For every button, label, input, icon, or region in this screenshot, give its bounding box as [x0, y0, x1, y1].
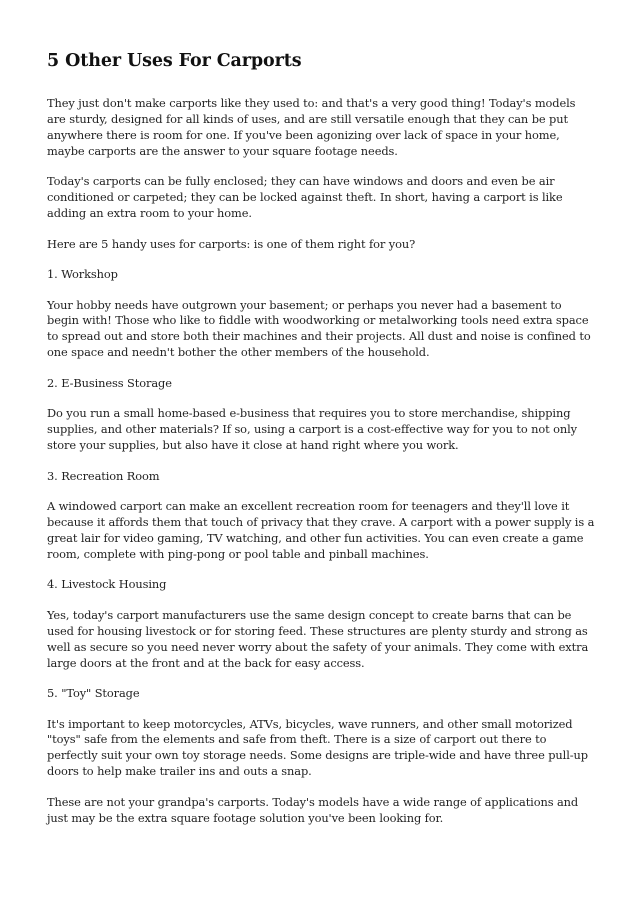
- section-heading-livestock-housing: 4. Livestock Housing: [47, 577, 167, 592]
- toy-storage-paragraph: It's important to keep motorcycles, ATVs, bicycles, wave runners, and other small motorized "toys" safe from the elements and safe from theft. There is a size of carport out there to perfectly suit your own toy storage needs. Some designs are triple-wide and have three pull-up doors to help make trailer ins and outs a snap.: [47, 716, 588, 779]
- workshop-paragraph: Your hobby needs have outgrown your basement; or perhaps you never had a basement to begin with! Those who like to fiddle with woodworking or metalworking tools need extra space to spread out and store both their machines and their projects. All dust and noise is confined to one space and needn't bother the other members of the household.: [47, 297, 591, 360]
- e-business-storage-paragraph: Do you run a small home-based e-business that requires you to store merchandise, shipping supplies, and other materials? If so, using a carport is a cost-effective way for you to not only store your supplies, but also have it close at hand right where you work.: [47, 406, 578, 453]
- intro-paragraph: They just don't make carports like they used to: and that's a very good thing! Today's models are sturdy, designed for all kinds of uses, and are still versatile enough that they can be put anywhere there is room for one. If you've been agonizing over lack of space in your home, maybe carports are the answer to your square footage needs.: [47, 96, 576, 158]
- livestock-housing-paragraph: Yes, today's carport manufacturers use the same design concept to create barns that can be used for housing livestock or for storing feed. These structures are plenty sturdy and strong as well as secure so you need never worry about the safety of your animals. They come with extra large doors at the front and at the back for easy access.: [47, 607, 589, 670]
- document-page: [47, 50, 595, 841]
- section-heading-toy-storage: 5. "Toy" Storage: [47, 686, 140, 700]
- page-title: 5 Other Uses For Carports: [47, 51, 302, 71]
- conclusion-paragraph: These are not your grandpa's carports. Today's models have a wide range of applications and just may be the extra square footage solution you've been looking for.: [47, 794, 579, 825]
- recreation-room-paragraph: A windowed carport can make an excellent recreation room for teenagers and they'll love it because it affords them that touch of privacy that they crave. A carport with a power supply is a great lair for video gaming, TV watching, and other fun activities. You can even create a game room, complete with ping-pong or pool table and pinball machines.: [47, 499, 595, 561]
- section-heading-workshop: 1. Workshop: [47, 267, 118, 282]
- enclosed-carports-paragraph: Today's carports can be fully enclosed; they can have windows and doors and even be air conditioned or carpeted; they can be locked against theft. In short, having a carport is like adding an extra room to your home.: [47, 174, 563, 221]
- section-heading-e-business-storage: 2. E-Business Storage: [47, 375, 172, 390]
- uses-intro-paragraph: Here are 5 handy uses for carports: is one of them right for you?: [47, 236, 416, 251]
- section-heading-recreation-room: 3. Recreation Room: [47, 468, 160, 483]
